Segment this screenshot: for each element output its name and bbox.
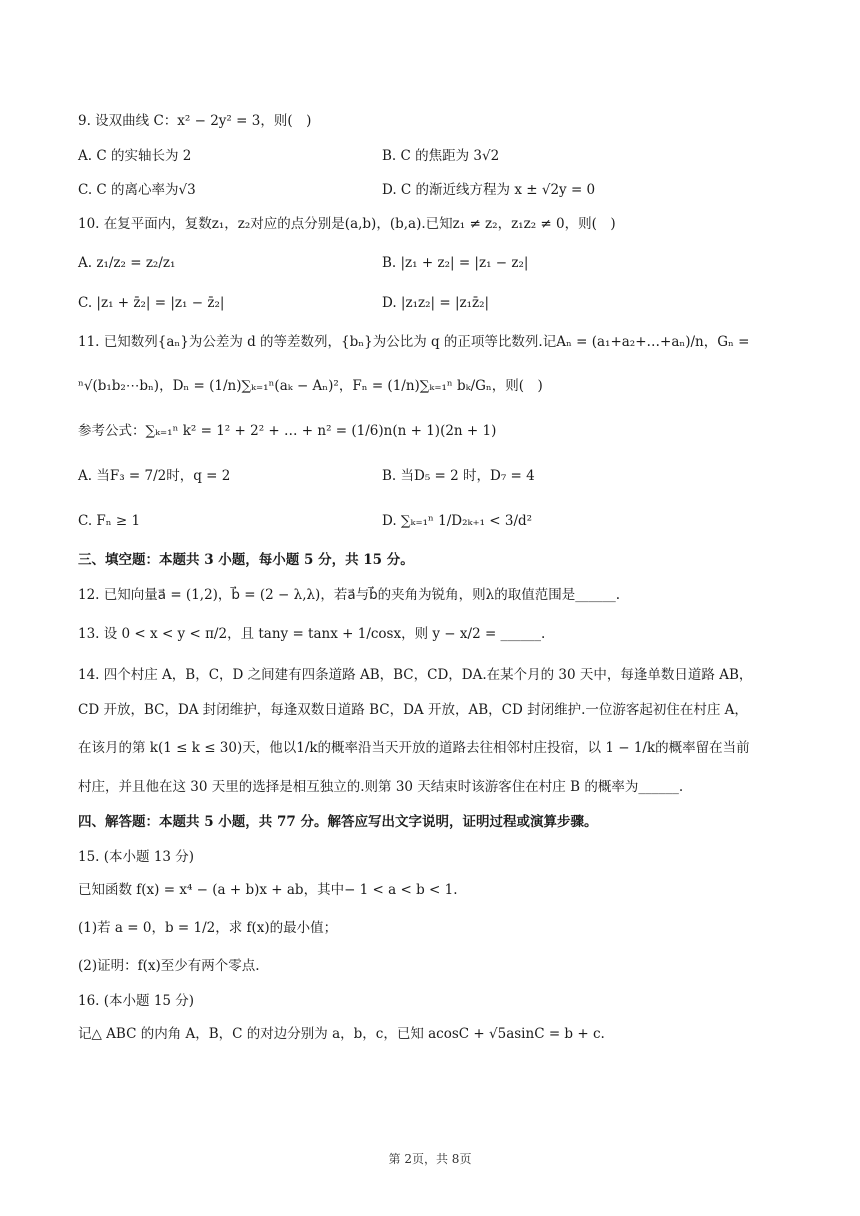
q9-option-c: C. C 的离心率为√3 bbox=[78, 182, 196, 198]
q12-text: 12. 已知向量a⃗ = (1,2)，b⃗ = (2 − λ,λ)，若a⃗与b⃗的夹角为锐角，则λ的取值范围是______. bbox=[78, 587, 621, 603]
q11-reference-formula: 参考公式：∑ₖ₌₁ⁿ k² = 1² + 2² + … + n² = (1/6)n(n + 1)(2n + 1) bbox=[78, 423, 497, 439]
q10-option-b: B. |z₁ + z₂| = |z₁ − z₂| bbox=[382, 255, 529, 271]
q16-title: 16. (本小题 15 分) bbox=[78, 993, 195, 1009]
q9-stem: 9. 设双曲线 C：x² − 2y² = 3，则( ) bbox=[78, 113, 312, 129]
q15-stem: 已知函数 f(x) = x⁴ − (a + b)x + ab，其中− 1 < a < b < 1. bbox=[78, 882, 458, 898]
q11-option-d: D. ∑ₖ₌₁ⁿ 1/D₂ₖ₊₁ < 3/d² bbox=[382, 513, 533, 529]
q9-option-d: D. C 的渐近线方程为 x ± √2y = 0 bbox=[382, 182, 596, 198]
q9-option-b: B. C 的焦距为 3√2 bbox=[382, 148, 500, 164]
q15-part2: (2)证明：f(x)至少有两个零点. bbox=[78, 958, 260, 974]
q11-stem-line2: ⁿ√(b₁b₂⋯bₙ)，Dₙ = (1/n)∑ₖ₌₁ⁿ(aₖ − Aₙ)²，Fₙ = (1/n)∑ₖ₌₁ⁿ bₖ/Gₙ，则( ) bbox=[78, 378, 543, 394]
page-footer: 第 2页，共 8页 bbox=[388, 1152, 472, 1166]
q13-text: 13. 设 0 < x < y < π/2，且 tany = tanx + 1/cosx，则 y − x/2 = ______. bbox=[78, 626, 546, 642]
q11-option-a: A. 当F₃ = 7/2时，q = 2 bbox=[78, 468, 231, 484]
q14-line1: 14. 四个村庄 A，B，C，D 之间建有四条道路 AB，BC，CD，DA.在某个月的 30 天中，每逢单数日道路 AB， bbox=[78, 667, 753, 683]
q10-option-d: D. |z₁z₂| = |z₁z̄₂| bbox=[382, 295, 490, 311]
q10-stem: 10. 在复平面内，复数z₁，z₂对应的点分别是(a,b)，(b,a).已知z₁ ≠ z₂，z₁z₂ ≠ 0，则( ) bbox=[78, 216, 616, 232]
section4-heading: 四、解答题：本题共 5 小题，共 77 分。解答应写出文字说明，证明过程或演算步骤。 bbox=[78, 814, 598, 830]
q11-stem-line1: 11. 已知数列{aₙ}为公差为 d 的等差数列，{bₙ}为公比为 q 的正项等比数列.记Aₙ = (a₁+a₂+…+aₙ)/n，Gₙ = bbox=[78, 334, 750, 350]
q15-part1: (1)若 a = 0，b = 1/2，求 f(x)的最小值； bbox=[78, 920, 338, 936]
q14-line3: 在该月的第 k(1 ≤ k ≤ 30)天，他以1/k的概率沿当天开放的道路去往相邻村庄投宿，以 1 − 1/k的概率留在当前 bbox=[78, 740, 750, 756]
q10-option-c: C. |z₁ + z̄₂| = |z₁ − z̄₂| bbox=[78, 295, 225, 311]
q11-option-c: C. Fₙ ≥ 1 bbox=[78, 513, 141, 529]
q14-line2: CD 开放，BC，DA 封闭维护，每逢双数日道路 BC，DA 开放，AB，CD 封闭维护.一位游客起初住在村庄 A， bbox=[78, 702, 748, 718]
section3-heading: 三、填空题：本题共 3 小题，每小题 5 分，共 15 分。 bbox=[78, 552, 414, 568]
q9-option-a: A. C 的实轴长为 2 bbox=[78, 148, 192, 164]
q11-option-b: B. 当D₅ = 2 时，D₇ = 4 bbox=[382, 468, 535, 484]
q15-title: 15. (本小题 13 分) bbox=[78, 849, 195, 865]
q10-option-a: A. z₁/z₂ = z₂/z₁ bbox=[78, 255, 176, 271]
q16-stem: 记△ ABC 的内角 A，B，C 的对边分别为 a，b，c，已知 acosC + √5asinC = b + c. bbox=[78, 1026, 605, 1042]
q14-line4: 村庄，并且他在这 30 天里的选择是相互独立的.则第 30 天结束时该游客住在村庄 B 的概率为______. bbox=[78, 779, 684, 795]
